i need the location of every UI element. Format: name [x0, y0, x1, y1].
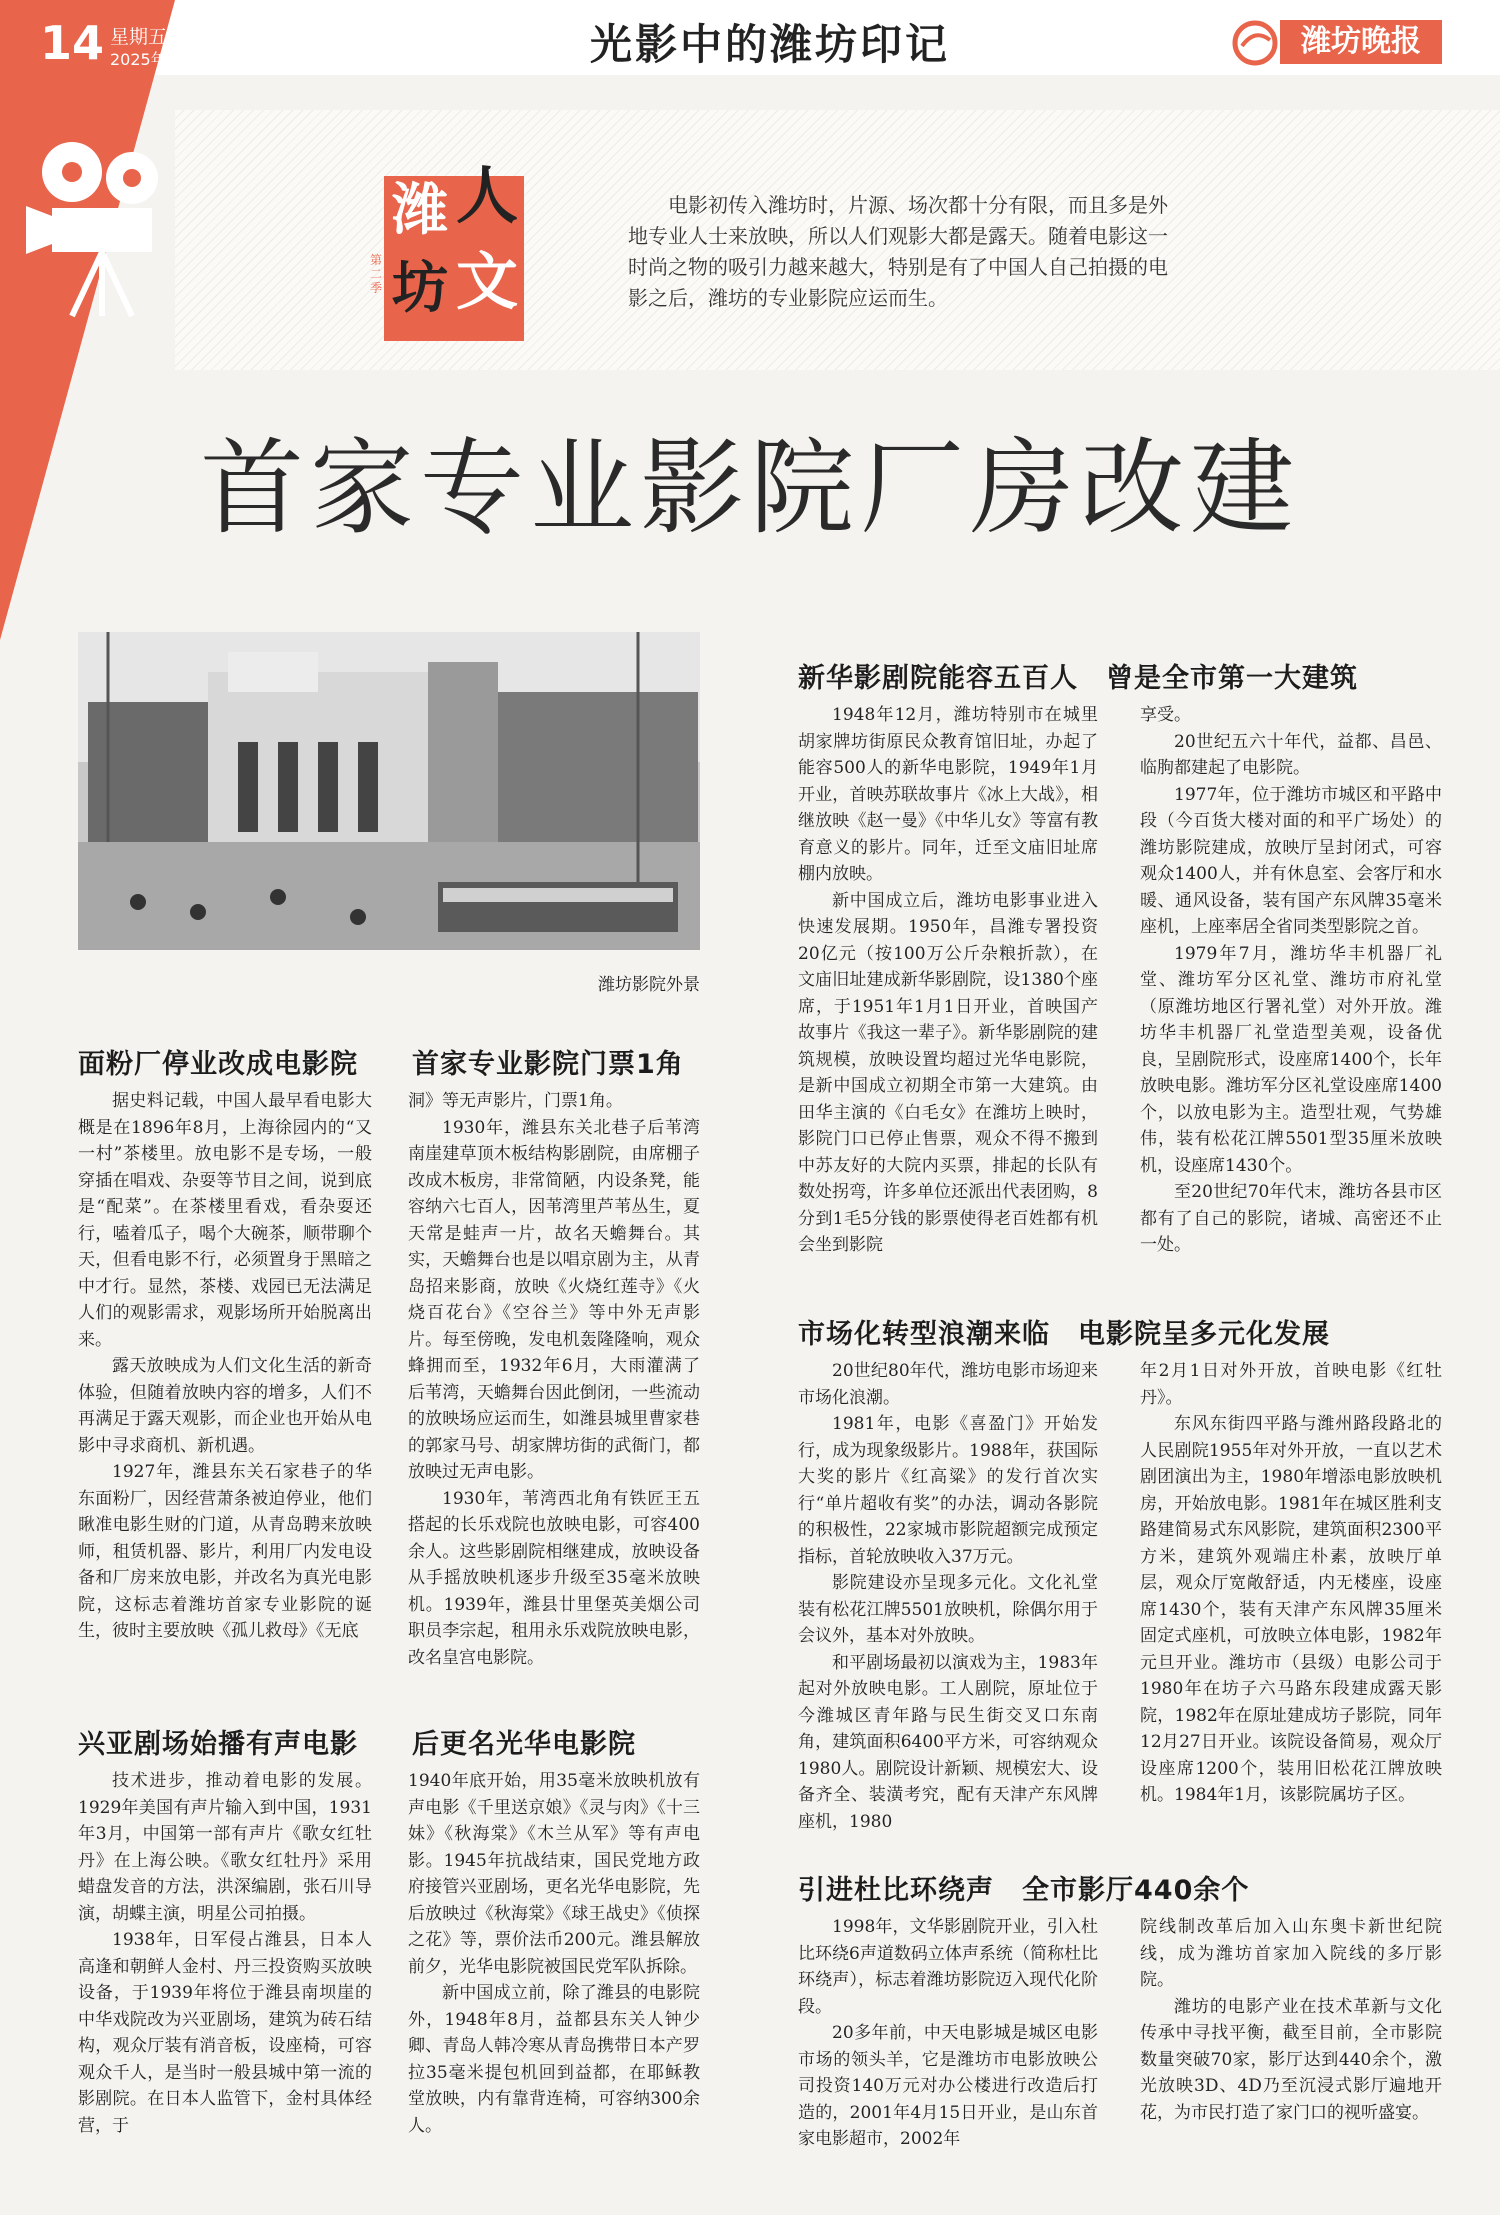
column-logo — [370, 158, 544, 348]
projector-icon — [22, 130, 172, 320]
column-char-wen: 文 — [456, 245, 519, 318]
paragraph: 1938年，日军侵占潍县，日本人高逢和朝鲜人金村、丹三投资购买放映设备，于1939年将位于潍县南坝崖的中华戏院改为兴亚剧场，建筑为砖石结构，观众厅装有消音板，设座椅，可容观众千人，是当时一般县城中第一流的影剧院。在日本人监管下，金村具体经营，于 — [78, 1930, 372, 2136]
brand-name: 潍坊晚报 — [1280, 20, 1442, 64]
section-title: 光影中的潍坊印记 — [589, 20, 950, 69]
column-char-ren: 人 — [456, 159, 519, 232]
paragraph: 1977年，位于潍坊市城区和平路中段（今百货大楼对面的和平广场处）的潍坊影院建成，放映厅呈封闭式，可容观众1400人，并有休息室、会客厅和水暖、通风设备，装有国产东风牌35毫米座机，上座率居全省同类型影院之首。 — [1140, 784, 1442, 937]
paragraph: 新中国成立后，潍坊电影事业进入快速发展期。1950年，昌潍专署投资20亿元（按100万公斤杂粮折款），在文庙旧址建成新华影剧院，设1380个座席，于1951年1月1日开业，首映国产故事片《我这一辈子》。新华影剧院的建筑规模，放映设置均超过光华电影院，是新中国成立初期全市第一大建筑。由田华主演的《白毛女》在潍坊上映时，影院门口已停止售票，观众不得不搬到中苏友好的大院内买票，排起的长队有数处拐弯，许多单位还派出代表团购，8分到1毛5分钱的影票使得老百姓都有机会坐到影院 — [798, 890, 1098, 1255]
paragraph: 洞》等无声影片，门票1角。 — [408, 1091, 623, 1111]
weekday: 星期五 — [110, 26, 168, 48]
photo-caption: 潍坊影院外景 — [598, 975, 700, 995]
section5-title: 引进杜比环绕声 全市影厅440余个 — [798, 1875, 1250, 1906]
date: 2025年7月4日 — [110, 50, 220, 69]
paragraph: 和平剧场最初以演戏为主，1983年起对外放映电影。工人剧院，原址位于今潍城区青年路与民生街交叉口东南角，建筑面积6400平方米，可容纳观众1980人。剧院设计新颖、规模宏大、设备齐全、装潢考究，配有天津产东风牌座机，1980 — [798, 1652, 1098, 1832]
section5-col1 — [798, 1914, 1098, 2153]
column-char-fang: 坊 — [392, 255, 448, 321]
paragraph: 据史料记载，中国人最早看电影大概是在1896年8月，上海徐园内的“又一村”茶楼里。放电影不是专场，一般穿插在唱戏、杂耍等节目之间，说到底是“配菜”。在茶楼里看戏，看杂耍还行，嗑着瓜子，喝个大碗茶，顺带聊个天，但看电影不行，必须置身于黑暗之中才行。显然，茶楼、戏园已无法满足人们的观影需求，观影场所开始脱离出来。 — [78, 1091, 372, 1350]
section3-col2 — [1140, 702, 1442, 1259]
paragraph: 1927年，潍县东关石家巷子的华东面粉厂，因经营萧条被迫停业，他们瞅准电影生财的门道，从青岛聘来放映师，租赁机器、影片，利用厂内发电设备和厂房来放电影，并改名为真光电影院，这标志着潍坊首家专业影院的诞生，彼时主要放映《孤儿救母》《无底 — [78, 1462, 372, 1641]
paragraph: 露天放映成为人们文化生活的新奇体验，但随着放映内容的增多，人们不再满足于露天观影，而企业也开始从电影中寻求商机、新机遇。 — [78, 1356, 372, 1456]
paragraph: 1930年，苇湾西北角有铁匠王五搭起的长乐戏院也放映电影，可容400余人。这些影剧院相继建成，放映设备从手摇放映机逐步升级至35毫米放映机。1939年，潍县廿里堡英美烟公司职员李宗起，租用永乐戏院放映电影，改名皇宫电影院。 — [408, 1488, 700, 1668]
section4-col1 — [798, 1358, 1098, 1835]
intro-paragraph: 电影初传入潍坊时，片源、场次都十分有限，而且多是外地专业人士来放映，所以人们观影大都是露天。随着电影这一时尚之物的吸引力越来越大，特别是有了中国人自己拍摄的电影之后，潍坊的专业影院应运而生。 — [628, 193, 1168, 310]
brand-logo — [1232, 20, 1442, 66]
section2-title-b: 后更名光华电影院 — [412, 1729, 636, 1760]
paragraph: 1981年，电影《喜盈门》开始发行，成为现象级影片。1988年，获国际大奖的影片《红高粱》的发行首次实行“单片超收有奖”的办法，调动各影院的积极性，22家城市影院超额完成预定指标，首轮放映收入37万元。 — [798, 1414, 1098, 1567]
section2-col1 — [78, 1768, 372, 2139]
section2-title-a: 兴亚剧场始播有声电影 — [78, 1729, 358, 1760]
section1-title-a: 面粉厂停业改成电影院 — [78, 1049, 358, 1080]
paragraph: 1979年7月，潍坊华丰机器厂礼堂、潍坊军分区礼堂、潍坊市府礼堂（原潍坊地区行署礼堂）对外开放。潍坊华丰机器厂礼堂造型美观，设备优良，呈剧院形式，设座席1400个，长年放映电影。潍坊军分区礼堂设座席1400个，以放电影为主。造型壮观，气势雄伟，装有松花江牌5501型35厘米放映机，设座席1430个。 — [1140, 943, 1442, 1176]
paragraph: 潍坊的电影产业在技术革新与文化传承中寻找平衡，截至目前，全市影院数量突破70家，影厅达到440余个，激光放映3D、4D乃至沉浸式影厅遍地开花，为市民打造了家门口的视听盛宴。 — [1140, 1996, 1442, 2123]
section1-col1 — [78, 1088, 372, 1645]
section4-col2 — [1140, 1358, 1442, 1809]
section3-col1 — [798, 702, 1098, 1259]
section1-title-b: 首家专业影院门票1角 — [412, 1049, 684, 1080]
paragraph: 院线制改革后加入山东奥卡新世纪院线，成为潍坊首家加入院线的多厅影院。 — [1140, 1917, 1442, 1990]
paragraph: 技术进步，推动着电影的发展。1929年美国有声片输入到中国，1931年3月，中国第一部有声片《歌女红牡丹》在上海公映。《歌女红牡丹》采用蜡盘发音的方法，洪深编剧，张石川导演，胡蝶主演，明星公司拍摄。 — [78, 1771, 372, 1924]
paragraph: 20世纪五六十年代，益都、昌邑、临朐都建起了电影院。 — [1140, 731, 1442, 778]
headline: 首家专业影院厂房改建 — [199, 427, 1300, 549]
section2-col2 — [408, 1768, 700, 2139]
section4-title: 市场化转型浪潮来临 电影院呈多元化发展 — [798, 1319, 1330, 1350]
paragraph: 年2月1日对外开放，首映电影《红牡丹》。 — [1140, 1361, 1442, 1408]
paragraph: 东风东街四平路与潍州路段路北的人民剧院1955年对外开放，一直以艺术剧团演出为主，1980年增添电影放映机房，开始放电影。1981年在城区胜利支路建简易式东风影院，建筑面积2300平方米，建筑外观端庄朴素，放映厅单层，观众厅宽敞舒适，内无楼座，设座席1430个，装有天津产东风牌35厘米固定式座机，可放映立体电影，1982年元旦开业。潍坊市（县级）电影公司于1980年在坊子六马路东段建成露天影院，1982年在原址建成坊子影院，同年12月27日开业。该院设备简易，观众厅设座席1200个，装用旧松花江牌放映机。1984年1月，该影院属坊子区。 — [1140, 1414, 1442, 1805]
paragraph: 1998年，文华影剧院开业，引入杜比环绕6声道数码立体声系统（简称杜比环绕声），标志着潍坊影院迈入现代化阶段。 — [798, 1917, 1098, 2017]
column-season: 第二季 — [370, 253, 383, 295]
section3-title: 新华影剧院能容五百人 曾是全市第一大建筑 — [798, 663, 1358, 694]
paragraph: 1948年12月，潍坊特别市在城里胡家牌坊街原民众教育馆旧址，办起了能容500人的新华电影院，1949年1月开业，首映苏联故事片《冰上大战》，相继放映《赵一曼》《中华儿女》等富有教育意义的影片。同年，迁至文庙旧址席棚内放映。 — [798, 705, 1098, 884]
section5-col2 — [1140, 1914, 1442, 2126]
page-number: 14 — [40, 16, 105, 70]
paragraph: 至20世纪70年代末，潍坊各县市区都有了自己的影院，诸城、高密还不止一处。 — [1140, 1182, 1442, 1255]
paragraph: 20世纪80年代，潍坊电影市场迎来市场化浪潮。 — [798, 1361, 1098, 1408]
paragraph: 享受。 — [1140, 705, 1191, 725]
paragraph: 影院建设亦呈现多元化。文化礼堂装有松花江牌5501放映机，除偶尔用于会议外，基本对外放映。 — [798, 1573, 1098, 1646]
paragraph: 20多年前，中天电影城是城区电影市场的领头羊，它是潍坊市电影放映公司投资140万元对办公楼进行改造后打造的，2001年4月15日开业，是山东首家电影超市，2002年 — [798, 2023, 1098, 2149]
column-char-wei: 潍 — [392, 177, 448, 243]
section1-col2 — [408, 1088, 700, 1671]
paragraph: 新中国成立前，除了潍县的电影院外，1948年8月，益都县东关人钟少卿、青岛人韩冷寒从青岛携带日本产罗拉35毫米提包机回到益都，在耶稣教堂放映，内有靠背连椅，可容纳300余人。 — [408, 1983, 700, 2136]
paragraph: 1930年，潍县东关北巷子后苇湾南崖建草顶木板结构影剧院，由席棚子改成木板房，非常简陋，内设条凳，能容纳六七百人，因苇湾里芦苇丛生，夏天常是蛙声一片，故名天蟾舞台。其实，天蟾舞台也是以唱京剧为主，从青岛招来影商，放映《火烧红莲寺》《火烧百花台》《空谷兰》等中外无声影片。每至傍晚，发电机轰隆隆响，观众蜂拥而至，1932年6月，大雨灌满了后苇湾，天蟾舞台因此倒闭，一些流动的放映场应运而生，如潍县城里曹家巷的郭家马号、胡家牌坊街的武衙门，都放映过无声电影。 — [408, 1117, 700, 1482]
paragraph: 1940年底开始，用35毫米放映机放有声电影《千里送京娘》《灵与肉》《十三妹》《秋海棠》《木兰从军》等有声电影。1945年抗战结束，国民党地方政府接管兴亚剧场，更名光华电影院，先后放映过《秋海棠》《球王战史》《侦探之花》等，票价法币200元。潍县解放前夕，光华电影院被国民党军队拆除。 — [408, 1771, 700, 1977]
brand-swirl-icon — [1232, 20, 1278, 66]
cinema-exterior-photo — [78, 632, 700, 950]
